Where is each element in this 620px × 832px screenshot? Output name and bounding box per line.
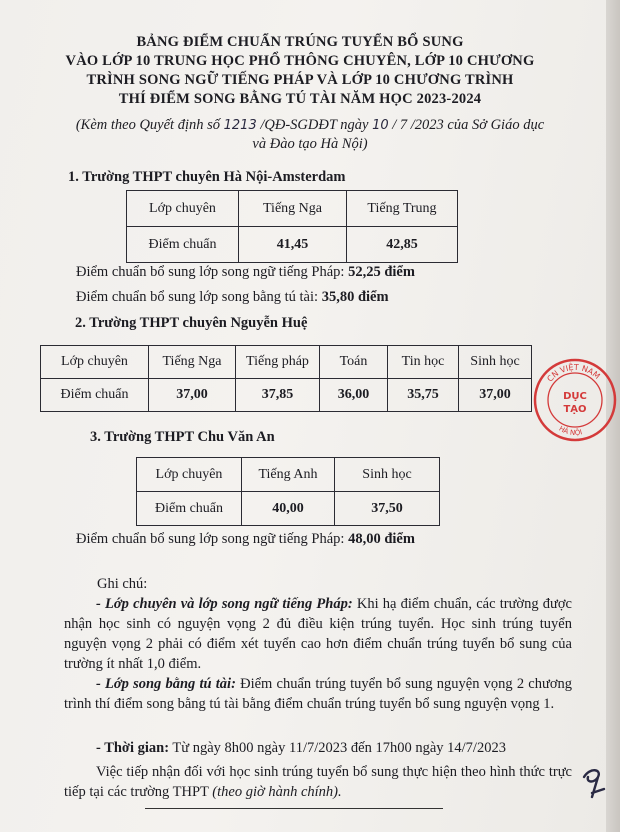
note-1-text: Khi hạ điểm chuẩn, các trường được nhận học sinh có nguyện vọng 2 đủ điều kiện trúng tuyển. Học sinh trúng tuyển nguyện vọng 2 phải có điểm xét tuyển cao hơn điểm chuẩn trúng tuyển bổ sung của trường ít nhất 1,0 điểm.: [64, 596, 572, 672]
table-cell: 35,75: [388, 379, 459, 412]
note-3-title: - Thời gian:: [96, 740, 170, 756]
stamp-arc-text: CN VIỆT NAM: [545, 362, 602, 384]
table-header-cell: Lớp chuyên: [127, 191, 239, 227]
school3-extra: [76, 531, 415, 548]
note-3-text: Từ ngày 8h00 ngày 11/7/2023 đến 17h00 ngày 14/7/2023: [172, 740, 506, 756]
table-header-row: [127, 191, 458, 227]
table-row-label: Điểm chuẩn: [127, 227, 239, 263]
table-cell: 41,45: [239, 227, 347, 263]
stamp-bottom-text: HÀ NỘI: [557, 424, 583, 438]
stamp-center-bottom: TẠO: [563, 404, 587, 415]
school2-table: [40, 345, 532, 412]
table-cell: 40,00: [242, 492, 335, 526]
table-header-cell: Sinh học: [335, 458, 440, 492]
table-row: [41, 379, 532, 412]
decision-day: 10: [372, 118, 389, 133]
official-stamp-icon: [527, 355, 617, 445]
school2-heading: 2. Trường THPT chuyên Nguyễn Huệ: [75, 315, 308, 331]
note-2: [64, 674, 572, 714]
extra-value: 48,00 điểm: [348, 531, 415, 547]
note-4-text: Việc tiếp nhận đối với học sinh trúng tuyển bổ sung thực hiện theo hình thức trực tiếp tại các trường THPT: [64, 764, 572, 800]
title-line-1: BẢNG ĐIỂM CHUẨN TRÚNG TUYỂN BỔ SUNG: [136, 34, 464, 50]
extra-value: 35,80 điểm: [321, 289, 389, 305]
school1-extra-1: [76, 264, 415, 281]
table-row: [127, 227, 458, 263]
table-header-cell: Tiếng Nga: [149, 346, 236, 379]
title-line-2: VÀO LỚP 10 TRUNG HỌC PHỔ THÔNG CHUYÊN, LỚP 10 CHƯƠNG: [65, 53, 535, 69]
title-line-3: TRÌNH SONG NGỮ TIẾNG PHÁP VÀ LỚP 10 CHƯƠNG TRÌNH: [86, 72, 514, 88]
school1-table: [126, 190, 458, 263]
note-2-title: - Lớp song bằng tú tài:: [96, 676, 236, 692]
decision-line-1: [30, 116, 590, 135]
table-header-cell: Lớp chuyên: [41, 346, 149, 379]
table-header-row: [41, 346, 532, 379]
table-header-row: [137, 458, 440, 492]
note-1: [64, 594, 572, 674]
table-header-cell: Toán: [320, 346, 388, 379]
note-3: [96, 738, 576, 758]
note-4: [64, 762, 572, 802]
signature-divider: [145, 808, 443, 809]
table-cell: 37,00: [459, 379, 532, 412]
school1-heading: 1. Trường THPT chuyên Hà Nội-Amsterdam: [68, 169, 346, 185]
table-cell: 37,00: [149, 379, 236, 412]
school1-extra-2: [76, 289, 389, 306]
table-header-cell: Lớp chuyên: [137, 458, 242, 492]
note-2-text: Điểm chuẩn trúng tuyển bổ sung nguyện vọng 2 chương trình thí điểm song bằng tú tài bằng điểm chuẩn trúng tuyển bổ sung nguyện vọng 1.: [64, 676, 573, 712]
decision-mid: /QĐ-SGDĐT ngày: [260, 117, 369, 133]
decision-prefix: (Kèm theo Quyết định số: [75, 117, 221, 133]
note-1-title: - Lớp chuyên và lớp song ngữ tiếng Pháp:: [96, 596, 353, 612]
notes-label: Ghi chú:: [97, 576, 148, 592]
table-row-label: Điểm chuẩn: [41, 379, 149, 412]
table-header-cell: Tiếng pháp: [236, 346, 320, 379]
title-line-4: THÍ ĐIỂM SONG BẰNG TÚ TÀI NĂM HỌC 2023-2024: [118, 91, 482, 107]
note-4-italic: (theo giờ hành chính).: [212, 784, 342, 800]
decision-date: / 7 /2023 của Sở Giáo dục: [392, 117, 545, 133]
extra-label: Điểm chuẩn bổ sung lớp song ngữ tiếng Pháp:: [76, 264, 345, 280]
table-header-cell: Tiếng Anh: [242, 458, 335, 492]
extra-label: Điểm chuẩn bổ sung lớp song bằng tú tài:: [76, 289, 319, 305]
stamp-center-top: DỤC: [563, 391, 587, 402]
table-row: [137, 492, 440, 526]
table-cell: 37,85: [236, 379, 320, 412]
extra-label: Điểm chuẩn bổ sung lớp song ngữ tiếng Pháp:: [76, 531, 345, 547]
table-header-cell: Tiếng Trung: [347, 191, 458, 227]
table-cell: 42,85: [347, 227, 458, 263]
signature-mark-icon: [578, 765, 608, 799]
extra-value: 52,25 điểm: [348, 264, 415, 280]
decision-number: 1213: [223, 118, 257, 133]
table-row-label: Điểm chuẩn: [137, 492, 242, 526]
table-header-cell: Tiếng Nga: [239, 191, 347, 227]
table-header-cell: Tin học: [388, 346, 459, 379]
table-cell: 37,50: [335, 492, 440, 526]
school3-table: [136, 457, 440, 526]
table-cell: 36,00: [320, 379, 388, 412]
decision-line-2: và Đào tạo Hà Nội): [252, 136, 368, 152]
table-header-cell: Sinh học: [459, 346, 532, 379]
school3-heading: 3. Trường THPT Chu Văn An: [90, 429, 275, 445]
